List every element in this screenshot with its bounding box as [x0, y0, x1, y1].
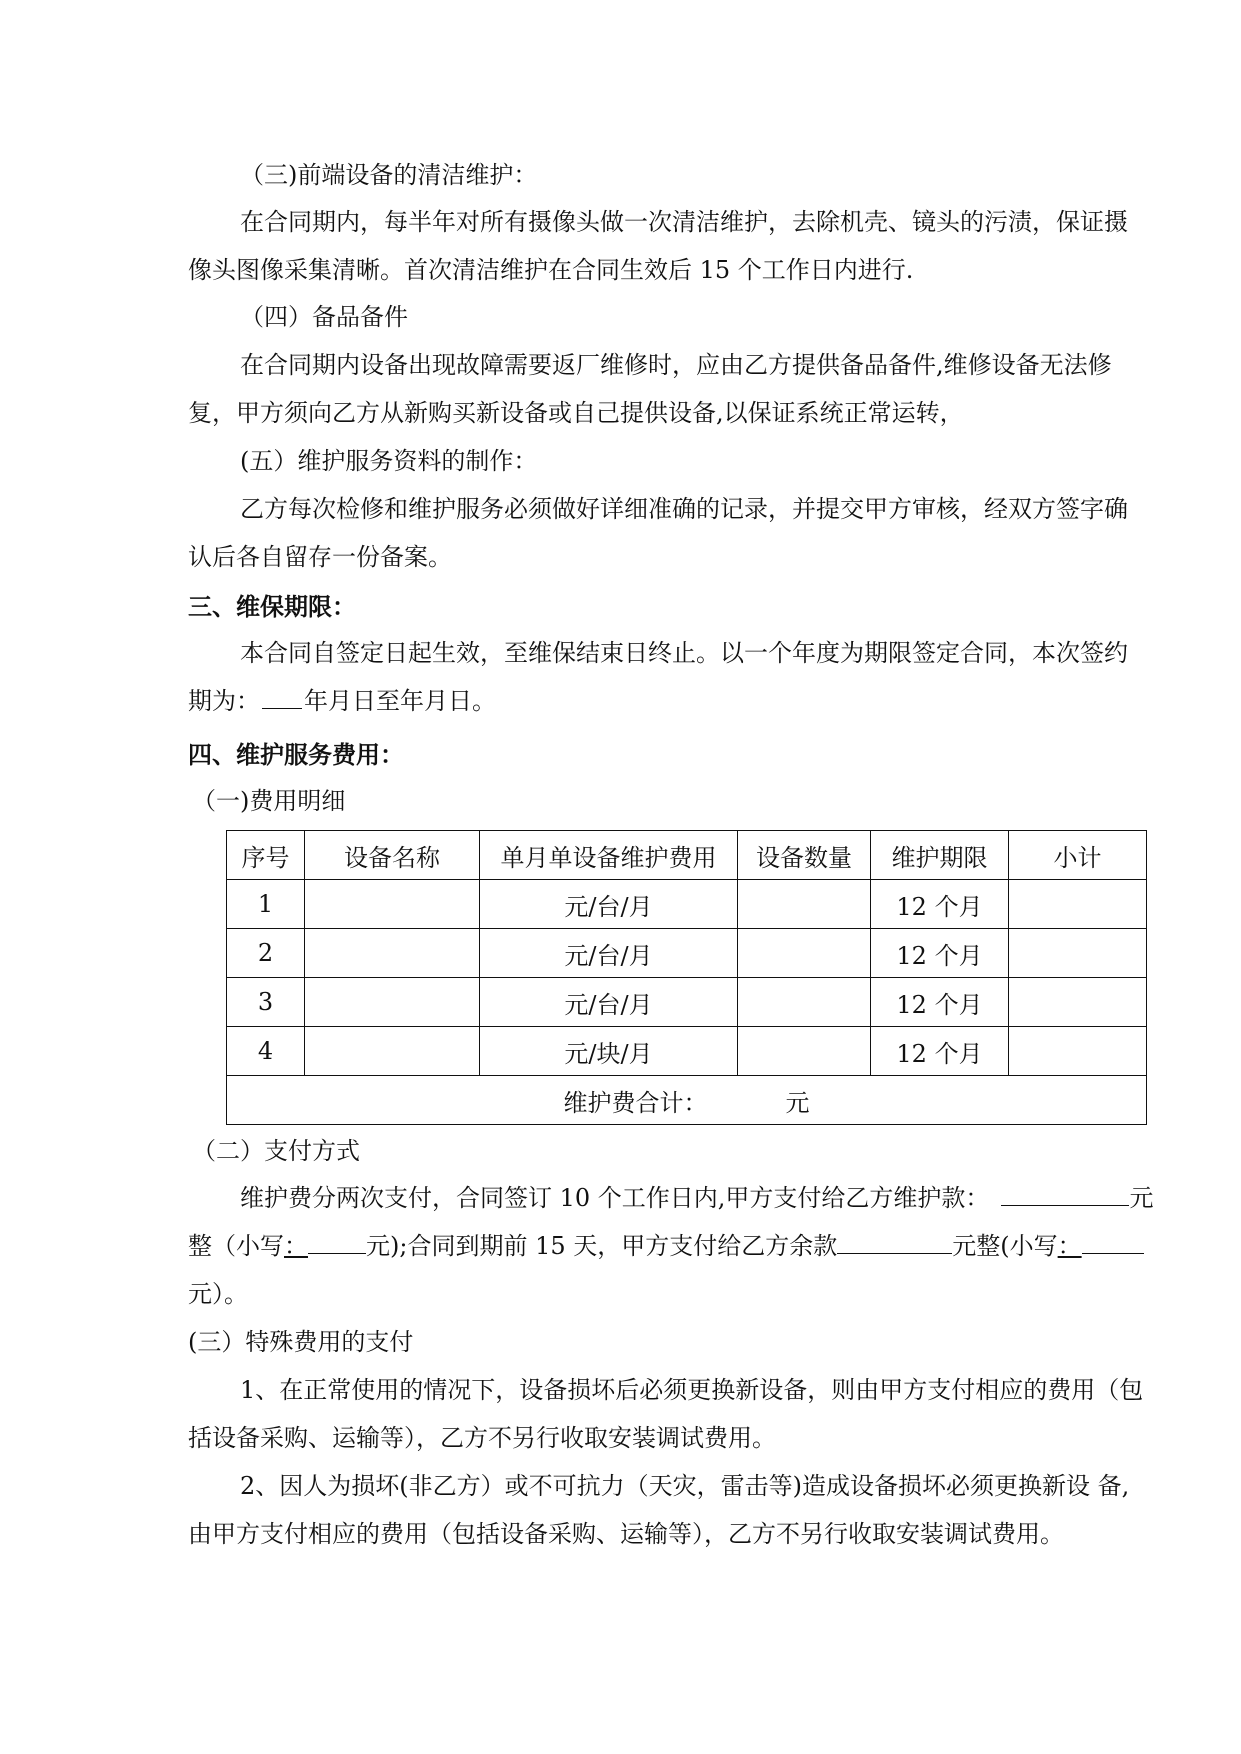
paragraph-line: 括设备采购、运输等），乙方不另行收取安装调试费用。: [188, 1424, 776, 1452]
colon-underlined: ：: [284, 1232, 308, 1260]
paragraph-line: 在合同期内设备出现故障需要返厂维修时，应由乙方提供备品备件,维修设备无法修: [240, 351, 1112, 379]
table-header-row: [227, 831, 1147, 880]
amount-blank: [308, 1231, 366, 1254]
paragraph-line: [188, 1231, 1144, 1261]
paragraph-line: 元）。: [188, 1280, 248, 1308]
table-cell: 元/台/月: [480, 929, 738, 978]
table-cell: [738, 1027, 871, 1076]
total-unit: 元: [785, 1088, 810, 1117]
table-cell: 4: [227, 1027, 305, 1076]
table-row: [227, 880, 1147, 929]
term-suffix: 年月日至年月日。: [304, 687, 496, 715]
table-header-cell: 维护期限: [871, 831, 1009, 880]
table-cell: 12 个月: [871, 929, 1009, 978]
table-row: [227, 978, 1147, 1027]
table-cell: 12 个月: [871, 880, 1009, 929]
table-header-cell: 单月单设备维护费用: [480, 831, 738, 880]
paragraph-line: 在合同期内，每半年对所有摄像头做一次清洁维护，去除机壳、镜头的污渍，保证摄: [240, 208, 1128, 236]
table-cell: 12 个月: [871, 978, 1009, 1027]
table-cell: 元/台/月: [480, 880, 738, 929]
amount-blank: [837, 1231, 952, 1254]
paragraph-line: [188, 686, 496, 716]
table-total-cell: [227, 1076, 1147, 1125]
table-cell: 元/块/月: [480, 1027, 738, 1076]
paragraph-line: 复，甲方须向乙方从新购买新设备或自己提供设备,以保证系统正常运转，: [188, 399, 964, 427]
table-cell: 12 个月: [871, 1027, 1009, 1076]
paragraph-line: 本合同自签定日起生效，至维保结束日终止。以一个年度为期限签定合同，本次签约: [240, 639, 1128, 667]
total-label: 维护费合计：: [563, 1088, 708, 1117]
table-cell: [738, 929, 871, 978]
payment-text: 整（小写: [188, 1232, 284, 1260]
paragraph-line: 像头图像采集清晰。首次清洁维护在合同生效后 15 个工作日内进行.: [188, 256, 914, 284]
payment-text: 元);合同到期前 15 天，甲方支付给乙方余款: [366, 1232, 838, 1260]
table-cell: [1009, 978, 1147, 1027]
amount-blank: [1082, 1231, 1144, 1254]
term-prefix: 期为：: [188, 687, 260, 715]
heading-spare-parts: （四）备品备件: [240, 303, 408, 331]
table-row: [227, 1027, 1147, 1076]
payment-text: 维护费分两次支付，合同签订 10 个工作日内,甲方支付给乙方维护款：: [240, 1184, 990, 1212]
amount-blank: [1001, 1183, 1129, 1206]
colon-underlined: ：: [1057, 1232, 1082, 1260]
subheading-special-fees: (三）特殊费用的支付: [188, 1328, 414, 1356]
table-cell: 元/台/月: [480, 978, 738, 1027]
paragraph-line: 1、在正常使用的情况下，设备损坏后必须更换新设备，则由甲方支付相应的费用（包: [240, 1376, 1144, 1404]
table-cell: 3: [227, 978, 305, 1027]
table-cell: 2: [227, 929, 305, 978]
table-header-cell: 设备数量: [738, 831, 871, 880]
table-cell: [305, 1027, 480, 1076]
subheading-fee-details: （一)费用明细: [192, 787, 346, 815]
table-cell: [1009, 880, 1147, 929]
table-cell: 1: [227, 880, 305, 929]
heading-service-records: (五）维护服务资料的制作：: [240, 447, 538, 475]
paragraph-line: 2、因人为损坏(非乙方）或不可抗力（天灾，雷击等)造成设备损坏必须更换新设 备,: [240, 1472, 1130, 1500]
table-cell: [305, 929, 480, 978]
section-title-fees: 四、维护服务费用：: [188, 740, 404, 769]
table-total-row: [227, 1076, 1147, 1125]
term-blank: [262, 686, 302, 709]
table-cell: [305, 880, 480, 929]
paragraph-line: [240, 1183, 1153, 1213]
payment-text: 元整(小写: [952, 1232, 1058, 1260]
table-cell: [305, 978, 480, 1027]
heading-cleaning: （三)前端设备的清洁维护：: [240, 161, 538, 189]
paragraph-line: 由甲方支付相应的费用（包括设备采购、运输等），乙方不另行收取安装调试费用。: [188, 1520, 1064, 1548]
table-row: [227, 929, 1147, 978]
fee-table: [226, 830, 1147, 1125]
payment-unit: 元: [1129, 1184, 1154, 1212]
table-header-cell: 设备名称: [305, 831, 480, 880]
paragraph-line: 乙方每次检修和维护服务必须做好详细准确的记录，并提交甲方审核，经双方签字确: [240, 495, 1128, 523]
table-header-cell: 小计: [1009, 831, 1147, 880]
table-cell: [1009, 929, 1147, 978]
subheading-payment-method: （二）支付方式: [192, 1137, 360, 1165]
paragraph-line: 认后各自留存一份备案。: [188, 543, 452, 571]
table-cell: [738, 978, 871, 1027]
section-title-term: 三、维保期限：: [188, 592, 356, 621]
table-cell: [738, 880, 871, 929]
table-header-cell: 序号: [227, 831, 305, 880]
table-cell: [1009, 1027, 1147, 1076]
